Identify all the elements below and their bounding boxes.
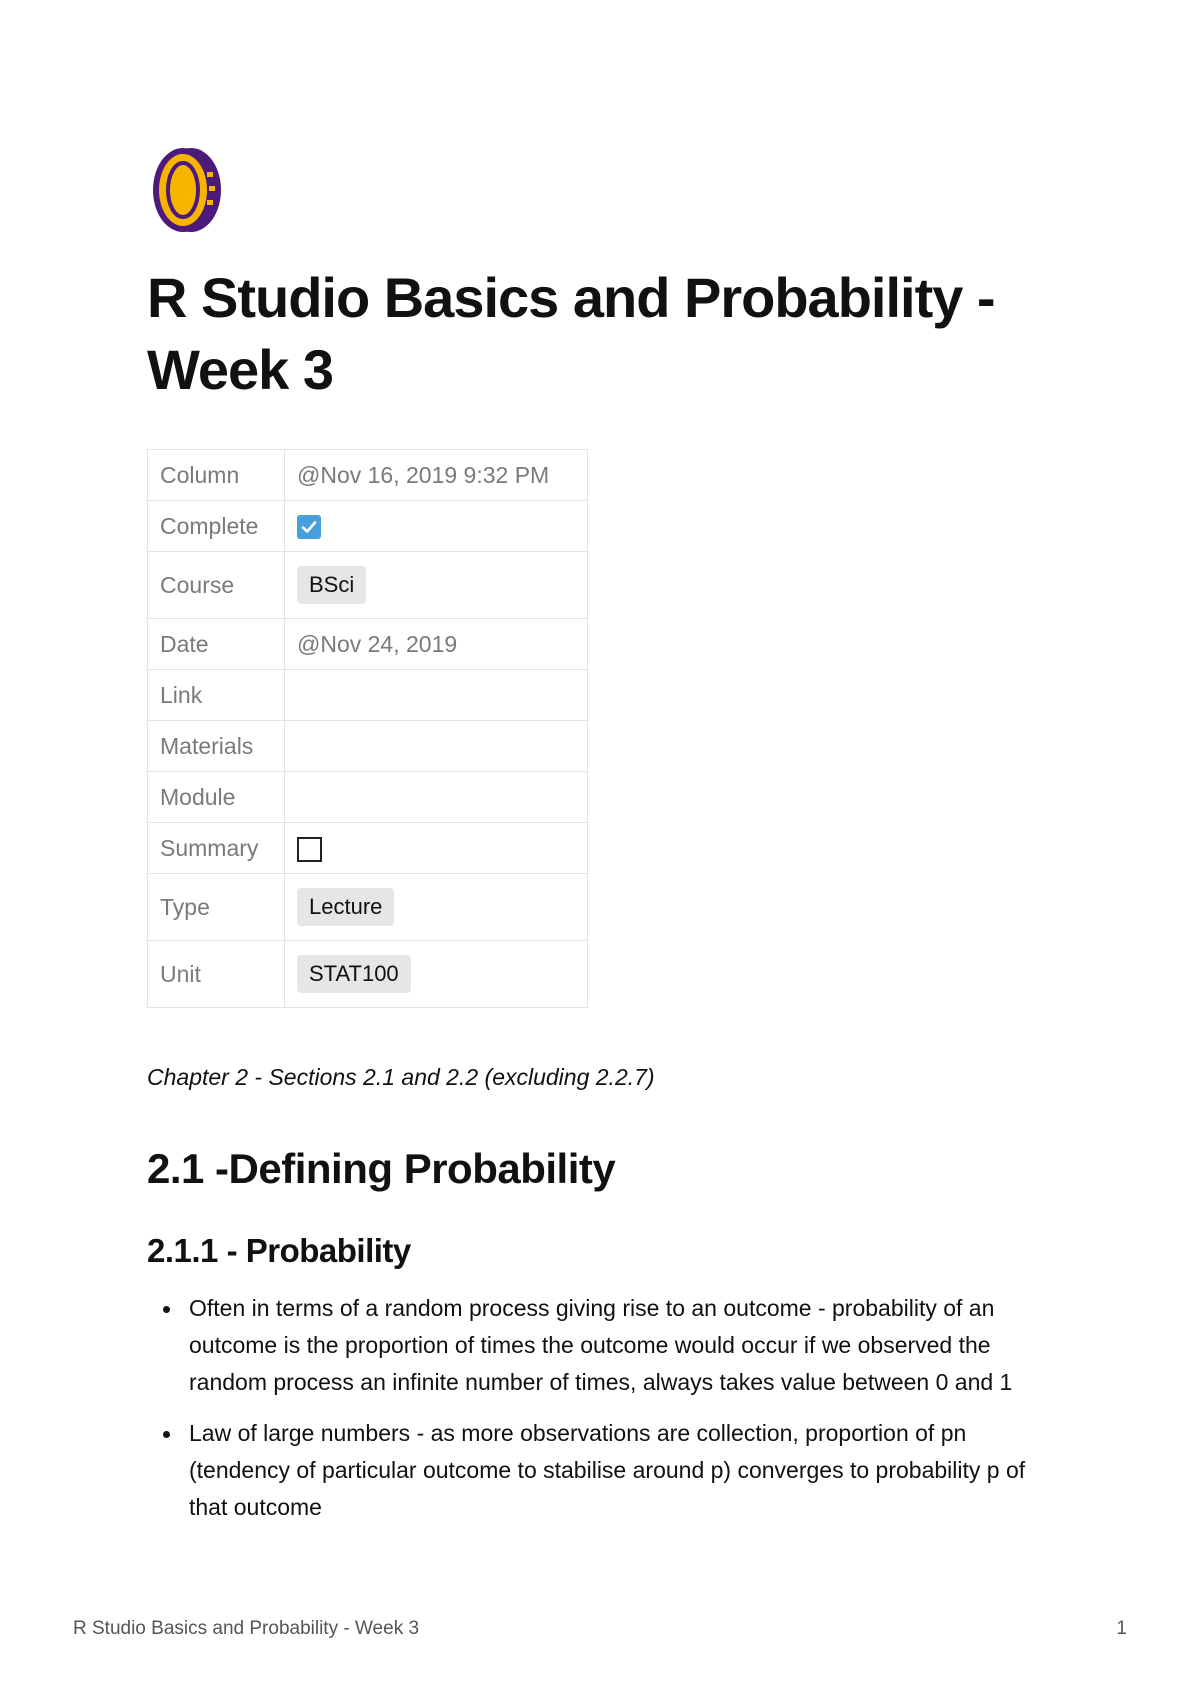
footer-title: R Studio Basics and Probability - Week 3	[73, 1618, 420, 1639]
property-row-course	[148, 552, 588, 619]
properties-table	[147, 449, 588, 1008]
subsection-heading: 2.1.1 - Probability	[147, 1232, 411, 1269]
property-row-date	[148, 619, 588, 670]
property-key: Type	[148, 874, 285, 941]
property-row-type	[148, 874, 588, 941]
page-number: 1	[1116, 1618, 1127, 1639]
unit-tag[interactable]: STAT100	[297, 955, 411, 993]
bullet-list	[147, 1290, 1067, 1540]
checkmark-icon	[300, 518, 318, 536]
property-value-module[interactable]	[285, 772, 588, 823]
list-item	[147, 1415, 1067, 1526]
chapter-note: Chapter 2 - Sections 2.1 and 2.2 (excluding 2.2.7)	[147, 1064, 655, 1090]
property-row-module	[148, 772, 588, 823]
list-item-text: Law of large numbers - as more observations are collection, proportion of pn (tendency of particular outcome to stabilise around p) converges to probability p of that outcome	[189, 1420, 1026, 1520]
coin-icon	[147, 142, 227, 238]
page-title: R Studio Basics and Probability - Week 3	[147, 266, 995, 401]
property-key: Summary	[148, 823, 285, 874]
section-heading: 2.1 -Defining Probability	[147, 1145, 616, 1192]
property-row-complete	[148, 501, 588, 552]
property-key: Materials	[148, 721, 285, 772]
property-key: Complete	[148, 501, 285, 552]
property-row-link	[148, 670, 588, 721]
property-value-summary	[285, 823, 588, 874]
property-key: Column	[148, 450, 285, 501]
bullet-icon	[163, 1306, 170, 1313]
property-row-column	[148, 450, 588, 501]
list-item-text: Often in terms of a random process giving rise to an outcome - probability of an outcome is the proportion of times the outcome would occur if we observed the random process an infinite number of times, always takes value between 0 and 1	[189, 1295, 1013, 1395]
property-value-date[interactable]: @Nov 24, 2019	[285, 619, 588, 670]
property-value-materials[interactable]	[285, 721, 588, 772]
type-tag[interactable]: Lecture	[297, 888, 394, 926]
checkbox-checked[interactable]	[297, 515, 321, 539]
property-row-unit	[148, 941, 588, 1008]
property-value-complete	[285, 501, 588, 552]
property-key: Link	[148, 670, 285, 721]
course-tag[interactable]: BSci	[297, 566, 366, 604]
property-value-link[interactable]	[285, 670, 588, 721]
list-item	[147, 1290, 1067, 1401]
property-value-unit	[285, 941, 588, 1008]
property-row-summary	[148, 823, 588, 874]
property-row-materials	[148, 721, 588, 772]
property-value-column[interactable]: @Nov 16, 2019 9:32 PM	[285, 450, 588, 501]
property-key: Course	[148, 552, 285, 619]
checkbox-unchecked[interactable]	[297, 837, 322, 862]
property-value-type	[285, 874, 588, 941]
property-key: Unit	[148, 941, 285, 1008]
bullet-icon	[163, 1431, 170, 1438]
property-key: Date	[148, 619, 285, 670]
property-value-course	[285, 552, 588, 619]
property-key: Module	[148, 772, 285, 823]
